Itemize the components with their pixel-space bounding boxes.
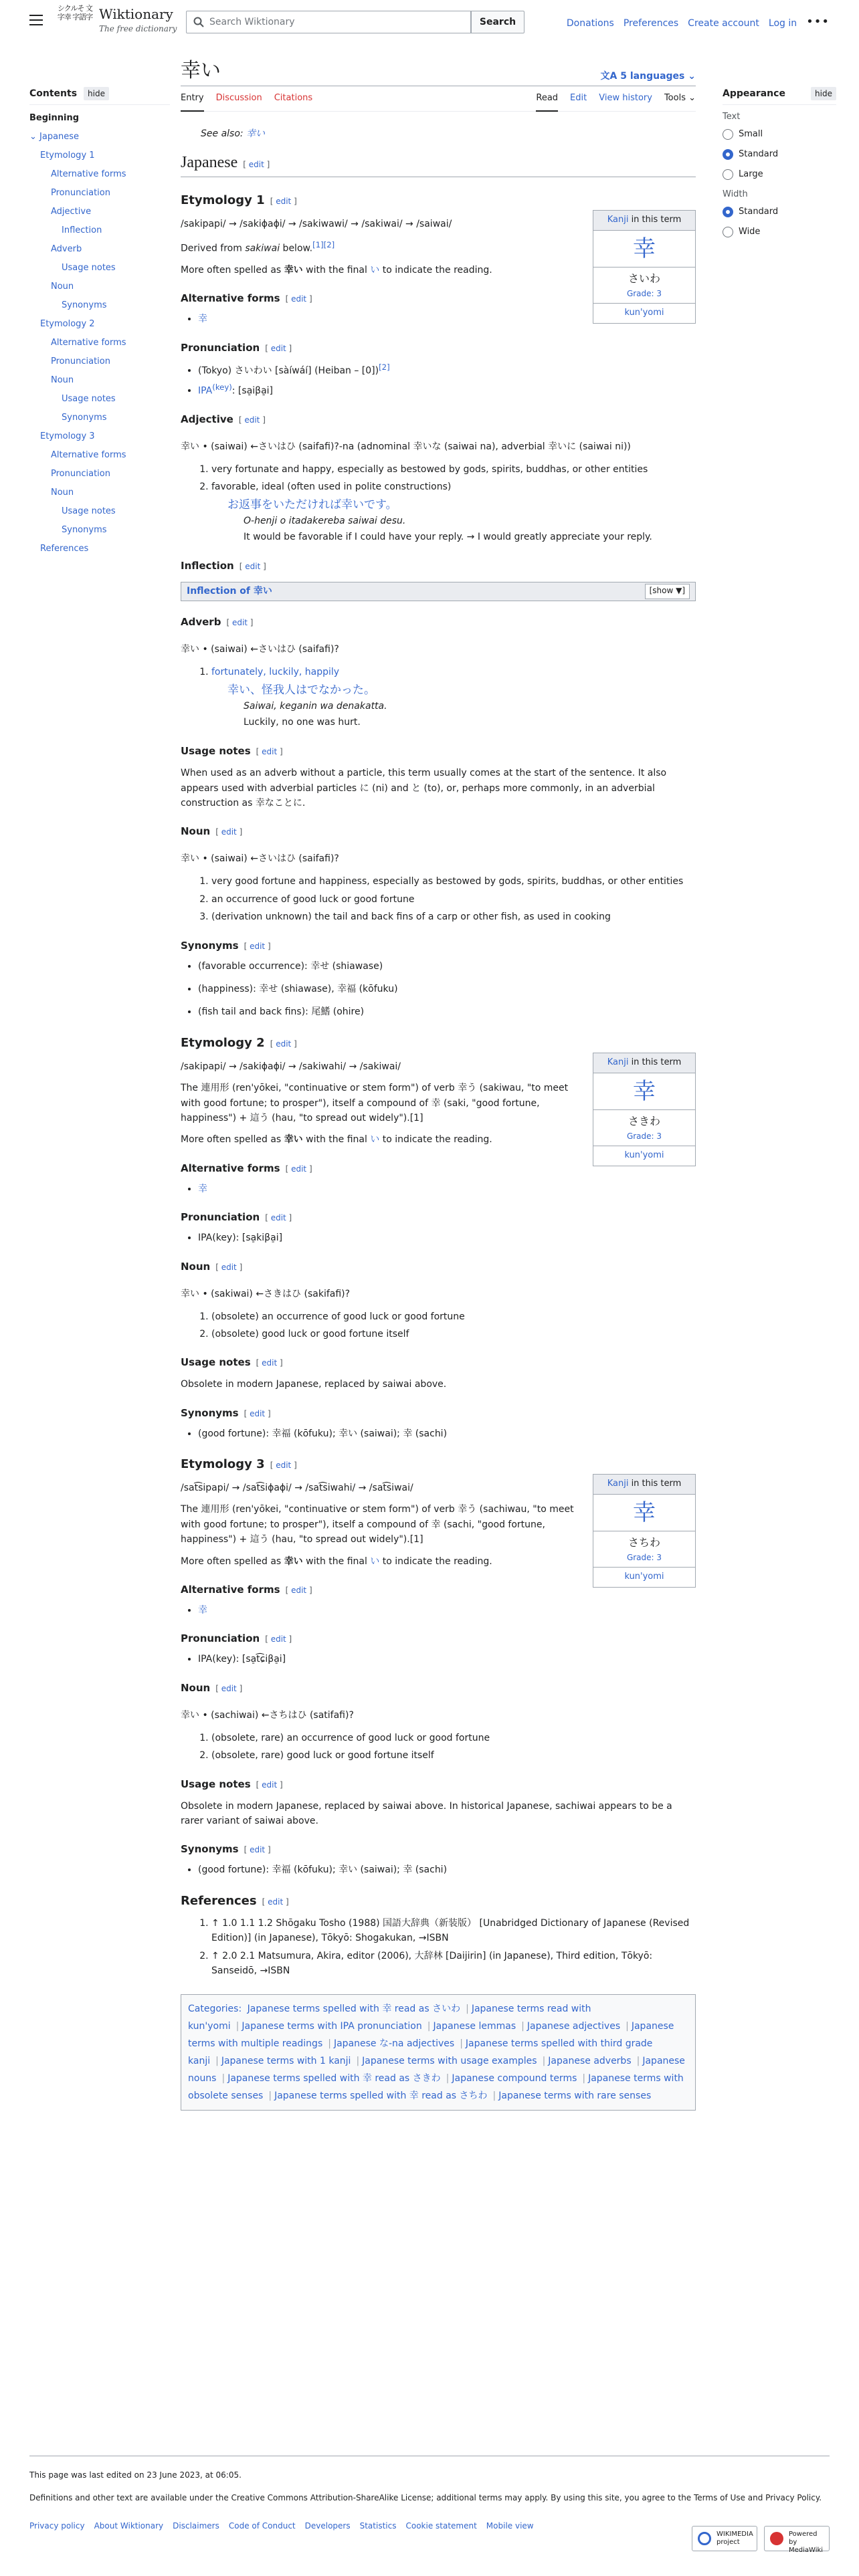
tagline: The free dictionary	[99, 24, 177, 33]
list-item: • $IPA^{(key)}$: [sa̠iβa̠i]	[198, 381, 696, 399]
preferences-link[interactable]: Preferences	[623, 18, 679, 29]
language-icon: 文A	[600, 71, 621, 82]
definition: 1. very fortunate and happy, especially as bestowed by gods, spirits, buddhas, or other entities	[211, 462, 696, 477]
kanji-grade[interactable]: Grade: 3	[593, 1130, 695, 1146]
etymology-chain: /sakipapi/ → /sakiɸaɸi/ → /sakiwawi/ → /sakiwai/ → /saiwai/	[181, 219, 452, 230]
inflection-heading: Inflection[ edit ]	[181, 558, 696, 574]
more-options-icon[interactable]: •••	[806, 15, 830, 29]
toc-item[interactable]: Noun	[51, 375, 74, 385]
list-item: • IPA(key): [sa̠kiβa̠i]	[198, 1230, 696, 1245]
toc-item[interactable]: Adverb	[51, 244, 82, 254]
toc-item[interactable]: Pronunciation	[51, 469, 110, 479]
list-item: • (Tokyo) さいわい [sàíwáí] (Heiban – [0])[2]	[198, 361, 696, 379]
footer-link[interactable]: About Wiktionary	[94, 2521, 164, 2531]
toc-item[interactable]: Alternative forms	[51, 338, 126, 348]
synonyms-heading: Synonyms[ edit ]	[181, 938, 696, 954]
toc-item[interactable]: Pronunciation	[51, 356, 110, 366]
category-link[interactable]: Japanese terms with usage examples	[362, 2056, 537, 2067]
kanji-box: Kanji in this term 幸 さきわ Grade: 3 kun'yomi	[593, 1053, 696, 1166]
kanji-char[interactable]: 幸	[593, 231, 695, 267]
category-link[interactable]: Japanese terms with obsolete senses	[188, 2073, 684, 2102]
category-link[interactable]: Japanese terms read with kun'yomi	[188, 2004, 591, 2032]
kanji-link[interactable]: Kanji	[607, 1479, 629, 1489]
pronunciation-heading: Pronunciation[ edit ]	[181, 340, 696, 356]
usage-notes-heading: Usage notes[ edit ]	[181, 1355, 696, 1370]
edit-link[interactable]: [ edit ]	[262, 1897, 289, 1907]
etymology-chain: /sakipapi/ → /sakiɸaɸi/ → /sakiwahi/ → /sakiwai/	[181, 1061, 401, 1072]
alt-forms-heading: Alternative forms[ edit ]	[181, 1161, 696, 1176]
search-icon	[193, 17, 204, 27]
wiktionary-logo[interactable]: シクルそ 文字幸 字語字	[57, 4, 93, 21]
toc-item[interactable]: Etymology 2	[40, 319, 95, 329]
width-label: Width	[723, 189, 748, 199]
footer-link[interactable]: Privacy policy	[29, 2521, 85, 2531]
text-size-label: Text	[723, 112, 741, 122]
definition: 1. very good fortune and happiness, especially as bestowed by gods, spirits, buddhas, or other entities	[211, 874, 696, 889]
toc-item[interactable]: Synonyms	[62, 300, 107, 310]
kanji-box: Kanji in this term 幸 さいわ Grade: 3 kun'yomi	[593, 210, 696, 324]
edit-link[interactable]: [ edit ]	[265, 344, 292, 353]
create-account-link[interactable]: Create account	[688, 18, 759, 29]
toc-item[interactable]: Noun	[51, 282, 74, 292]
reference: 2. ↑ 2.0 2.1 Matsumura, Akira, editor (2006), 大辞林 [Daijirin] (in Japanese), Third edition, Tōkyō: Sanseidō, →ISBN	[211, 1949, 696, 1979]
edit-link[interactable]: [ edit ]	[240, 562, 266, 571]
search-placeholder: Search Wiktionary	[209, 16, 295, 27]
width-standard-radio[interactable]: Standard	[723, 205, 836, 219]
references-heading: References[ edit ]	[181, 1893, 696, 1911]
edit-link[interactable]: [ edit ]	[256, 1358, 283, 1368]
wordmark[interactable]: Wiktionary	[99, 6, 173, 22]
alt-forms-heading: Alternative forms[ edit ]	[181, 1582, 696, 1598]
adverb-heading: Adverb[ edit ]	[181, 615, 696, 630]
kanji-grade[interactable]: Grade: 3	[593, 288, 695, 304]
edit-link[interactable]: [ edit ]	[244, 942, 271, 951]
chevron-down-icon: ⌄	[29, 132, 40, 142]
toc-item[interactable]: Etymology 3	[40, 431, 95, 441]
etymology-text: Derived from sakiwai below.[1][2]	[181, 239, 335, 254]
tab-read[interactable]: Read	[536, 92, 558, 112]
list-item: • (good fortune): 幸福 (kōfuku); 幸い (saiwai); 幸 (sachi)	[198, 1862, 696, 1877]
tab-entry[interactable]: Entry	[181, 92, 204, 112]
category-link[interactable]: Japanese nouns	[188, 2056, 685, 2084]
categories-box: Categories: Japanese terms spelled with 幸 read as さいわ | Japanese terms read with kun'yomi | Japanese terms with IPA pronunciation | Japanese lemmas | Japanese adjectives | Japanese terms with multiple readings | Japanese な-na adjectives | Japanese terms spelled with third grade kanji | Japanese terms with 1 kanji | Japanese terms with usage examples | Japanese adverbs | Japanese nouns | Japanese terms spelled with 幸 read as さきわ | Japanese compound terms | Japanese terms with obsolete senses | Japanese terms spelled with 幸 read as さちわ | Japanese terms with rare senses	[181, 1994, 696, 2111]
kanji-char[interactable]: 幸	[593, 1073, 695, 1110]
pronunciation-heading: Pronunciation[ edit ]	[181, 1210, 696, 1225]
search-button[interactable]: Search	[471, 11, 524, 33]
edit-link[interactable]: [ edit ]	[215, 1263, 242, 1272]
edit-link[interactable]: [ edit ]	[270, 1039, 297, 1049]
etymology-text: The 連用形 (ren'yōkei, "continuative or stem form") of verb 幸う (sakiwau, "to meet with good fortune; to prosper"), itself a compound of 幸 (saki, "good fortune, happiness") + 這う (hau, "to spread out widely").[1]	[181, 1083, 569, 1123]
tab-view-history[interactable]: View history	[599, 93, 652, 103]
category-link[interactable]: Japanese terms spelled with third grade kanji	[188, 2038, 653, 2067]
kanji-link[interactable]: Kanji	[607, 215, 629, 225]
edit-link[interactable]: [ edit ]	[286, 1164, 312, 1174]
usage-notes-heading: Usage notes[ edit ]	[181, 744, 696, 759]
page-footer	[29, 2456, 830, 2554]
tab-citations[interactable]: Citations	[274, 93, 313, 103]
noun-heading: Noun[ edit ]	[181, 1259, 696, 1275]
usage-notes: Obsolete in modern Japanese, replaced by saiwai above.	[181, 1379, 447, 1390]
headword-line: 幸い • (sakiwai) ←さきはひ (sakifafi)?	[181, 1288, 351, 1299]
kanji-char[interactable]: 幸	[593, 1495, 695, 1531]
kanji-reading: さいわ	[628, 272, 660, 286]
spelling-note: More often spelled as 幸い with the final い to indicate the reading.	[181, 1134, 492, 1146]
category-link[interactable]: Japanese terms spelled with 幸 read as さきわ	[227, 2073, 441, 2084]
last-edited: This page was last edited on 23 June 2023, at 06:05.	[29, 2470, 242, 2480]
list-item: • (happiness): 幸せ (shiawase), 幸福 (kōfuku)	[198, 982, 696, 996]
category-link[interactable]: Japanese adverbs	[548, 2056, 632, 2067]
category-link[interactable]: Japanese な-na adjectives	[333, 2038, 455, 2050]
list-item: • (fish tail and back fins): 尾鰭 (ohire)	[198, 1004, 696, 1019]
noun-heading: Noun[ edit ]	[181, 824, 696, 839]
footer-link[interactable]: Code of Conduct	[228, 2521, 296, 2531]
toc-item[interactable]: Adjective	[51, 207, 92, 217]
toc-item[interactable]: Synonyms	[62, 413, 107, 423]
text-size-large-radio[interactable]: Large	[723, 168, 836, 181]
edit-link[interactable]: [ edit ]	[243, 160, 270, 169]
edit-link[interactable]: [ edit ]	[286, 294, 312, 304]
page-tabs	[181, 92, 696, 112]
toc-item[interactable]: Etymology 1	[40, 150, 95, 160]
main-content	[181, 58, 696, 2111]
list-item[interactable]: • 幸	[198, 1603, 696, 1618]
category-link[interactable]: Japanese terms spelled with 幸 read as さちわ	[274, 2090, 488, 2102]
headword-line: 幸い • (saiwai) ←さいはひ (saifafi)?	[181, 643, 339, 655]
definition: 1. (obsolete, rare) an occurrence of good luck or good fortune	[211, 1731, 696, 1745]
kanji-link[interactable]: Kanji	[607, 1057, 629, 1067]
text-size-standard-radio[interactable]: Standard	[723, 148, 836, 161]
mediawiki-icon	[770, 2532, 783, 2545]
footer-link[interactable]: Disclaimers	[173, 2521, 219, 2531]
user-links	[567, 16, 830, 31]
show-button[interactable]: [show ▼]	[645, 584, 690, 599]
see-also: See also: 幸い	[201, 128, 266, 139]
text-size-small-radio[interactable]: Small	[723, 128, 836, 141]
toc-item[interactable]: Usage notes	[62, 263, 116, 273]
category-link[interactable]: Japanese terms with IPA pronunciation	[242, 2021, 422, 2032]
synonyms-heading: Synonyms[ edit ]	[181, 1406, 696, 1421]
mediawiki-badge[interactable]: Powered by MediaWiki	[764, 2526, 830, 2551]
edit-link[interactable]: [ edit ]	[226, 618, 253, 627]
list-item: • IPA(key): [sa̠t͡ɕiβa̠i]	[198, 1652, 696, 1667]
page-title: 幸い 文A 5 languages ⌄	[181, 58, 696, 86]
category-link[interactable]: Japanese compound terms	[452, 2073, 577, 2084]
definition: 1. (obsolete) an occurrence of good luck or good fortune	[211, 1309, 696, 1324]
category-link[interactable]: Japanese terms with rare senses	[498, 2090, 652, 2102]
toc-item[interactable]: Usage notes	[62, 506, 116, 516]
headword-line: 幸い • (saiwai) ←さいはひ (saifafi)?	[181, 853, 339, 865]
toc-item[interactable]: Noun	[51, 488, 74, 498]
edit-link[interactable]: [ edit ]	[270, 197, 297, 206]
kanji-reading: さきわ	[628, 1114, 660, 1128]
tools-menu[interactable]: Tools ⌄	[664, 93, 696, 103]
toc-item[interactable]: Usage notes	[62, 394, 116, 404]
toc-item[interactable]: Beginning	[29, 113, 80, 123]
synonyms-heading: Synonyms[ edit ]	[181, 1842, 696, 1857]
reference: 1. ↑ 1.0 1.1 1.2 Shōgaku Tosho (1988) 国語大辞典（新装版） [Unabridged Dictionary of Japanese (Revised Edition)] (in Japanese), Tōkyō: Shogakukan, →ISBN	[211, 1916, 696, 1946]
tab-discussion[interactable]: Discussion	[215, 93, 262, 103]
toc-item[interactable]: Alternative forms	[51, 450, 126, 460]
categories-label[interactable]: Categories:	[188, 2004, 242, 2015]
spelling-note: More often spelled as 幸い with the final い to indicate the reading.	[181, 1555, 492, 1567]
usage-example: 幸い、怪我人はでなかった。 Saiwai, keganin wa denakatta. Luckily, no one was hurt.	[227, 683, 387, 728]
toc-item[interactable]: ⌄ Japanese	[29, 132, 80, 142]
headword-line: 幸い • (sachiwai) ←さちはひ (satifafi)?	[181, 1709, 354, 1721]
etymology-chain: /sat͡sipapi/ → /sat͡siɸaɸi/ → /sat͡siwahi/ → /sat͡siwai/	[181, 1483, 413, 1494]
pronunciation-heading: Pronunciation[ edit ]	[181, 1631, 696, 1646]
log-in-link[interactable]: Log in	[768, 18, 797, 29]
usage-example: お返事をいただければ幸いです。 O-henji o itadakereba saiwai desu. It would be favorable if I could have your reply. → I would greatly appreciate your reply.	[227, 498, 652, 543]
etymology-1-heading: Etymology 1[ edit ]	[181, 192, 696, 210]
edit-link[interactable]: [ edit ]	[265, 1213, 292, 1222]
language-button[interactable]: 文A 5 languages ⌄	[600, 71, 696, 82]
noun-heading: Noun[ edit ]	[181, 1681, 696, 1696]
appearance-title: Appearance	[723, 88, 785, 99]
definition: 3. (derivation unknown) the tail and back fins of a carp or other fish, as used in cooking	[211, 909, 696, 924]
kanji-box: Kanji in this term 幸 さちわ Grade: 3 kun'yomi	[593, 1474, 696, 1588]
edit-link[interactable]: [ edit ]	[256, 1780, 283, 1790]
definition: 1. fortunately, luckily, happily 幸い、怪我人はでなかった。 Saiwai, keganin wa denakatta. Luckily, no one was hurt.	[211, 665, 696, 730]
kanji-kunyomi[interactable]: kun'yomi	[624, 1150, 664, 1160]
wikimedia-icon	[698, 2532, 711, 2545]
edit-link[interactable]: [ edit ]	[239, 415, 266, 425]
wikimedia-badge[interactable]: WIKIMEDIA project	[692, 2526, 757, 2551]
width-wide-radio[interactable]: Wide	[723, 225, 836, 239]
edit-link[interactable]: [ edit ]	[215, 1684, 242, 1693]
definition: 2. favorable, ideal (often used in polite constructions) お返事をいただければ幸いです。 O-henji o itadakereba saiwai desu. It would be favorable if I could have your reply. → I would greatly appreciate your reply.	[211, 479, 696, 545]
edit-link[interactable]: [ edit ]	[244, 1409, 271, 1418]
kanji-kunyomi[interactable]: kun'yomi	[624, 1572, 664, 1582]
usage-notes: When used as an adverb without a particle, this term usually comes at the start of the sentence. It also appears used with adverbial particles に (ni) and と (to), or, perhaps more commonly, in an adverbial construction as 幸なことに.	[181, 768, 667, 809]
list-item[interactable]: • 幸	[198, 1182, 696, 1196]
footer-link[interactable]: Statistics	[359, 2521, 397, 2531]
footer-link[interactable]: Developers	[304, 2521, 351, 2531]
see-also-link[interactable]: 幸い	[246, 128, 266, 139]
definition: 2. an occurrence of good luck or good fortune	[211, 892, 696, 907]
kanji-grade[interactable]: Grade: 3	[593, 1551, 695, 1568]
appearance-panel	[723, 87, 836, 245]
category-link[interactable]: Japanese terms with 1 kanji	[221, 2056, 351, 2067]
category-link[interactable]: Japanese lemmas	[433, 2021, 516, 2032]
headword-line: 幸い • (saiwai) ←さいはひ (saifafi)?-na (adnominal 幸いな (saiwai na), adverbial 幸いに (saiwai ni))	[181, 441, 631, 452]
definition: 2. (obsolete, rare) good luck or good fortune itself	[211, 1748, 696, 1763]
kanji-kunyomi[interactable]: kun'yomi	[624, 308, 664, 318]
edit-link[interactable]: [ edit ]	[256, 747, 283, 756]
search-input[interactable]	[186, 11, 471, 33]
toc-item[interactable]: Alternative forms	[51, 169, 126, 179]
license-text: Definitions and other text are available under the Creative Commons Attribution-ShareAlike License; additional terms may apply. By using this site, you agree to the Terms of Use and Privacy Policy.	[29, 2493, 822, 2502]
tab-edit[interactable]: Edit	[570, 93, 587, 103]
toc-item[interactable]: References	[40, 544, 89, 554]
edit-link[interactable]: [ edit ]	[215, 827, 242, 837]
alt-forms-heading: Alternative forms[ edit ]	[181, 291, 696, 306]
definition: 2. (obsolete) good luck or good fortune itself	[211, 1327, 696, 1341]
edit-link[interactable]: [ edit ]	[270, 1461, 297, 1470]
toc-title: Contents	[29, 88, 78, 99]
etymology-2-heading: Etymology 2[ edit ]	[181, 1035, 696, 1053]
donations-link[interactable]: Donations	[566, 18, 614, 29]
edit-link[interactable]: [ edit ]	[286, 1586, 312, 1595]
footer-link[interactable]: Mobile view	[486, 2521, 534, 2531]
edit-link[interactable]: [ edit ]	[244, 1845, 271, 1854]
list-item: • (favorable occurrence): 幸せ (shiawase)	[198, 959, 696, 974]
category-link[interactable]: Japanese adjectives	[527, 2021, 621, 2032]
category-link[interactable]: Japanese terms with multiple readings	[188, 2021, 674, 2050]
edit-link[interactable]: [ edit ]	[265, 1634, 292, 1644]
footer-link[interactable]: Cookie statement	[405, 2521, 477, 2531]
toc-item[interactable]: Inflection	[62, 225, 102, 235]
usage-notes: Obsolete in modern Japanese, replaced by saiwai above. In historical Japanese, sachiwai appears to be a rarer variant of saiwai above.	[181, 1800, 672, 1826]
toc-item[interactable]: Synonyms	[62, 525, 107, 535]
table-of-contents	[29, 87, 170, 561]
appearance-hide-button[interactable]: hide	[811, 87, 836, 100]
toc-hide-button[interactable]: hide	[84, 87, 109, 100]
menu-icon[interactable]	[29, 15, 43, 25]
kanji-reading: さちわ	[628, 1535, 660, 1549]
language-heading: Japanese[ edit ]	[181, 150, 696, 177]
category-link[interactable]: Japanese terms spelled with 幸 read as さいわ	[247, 2004, 461, 2015]
adjective-heading: Adjective[ edit ]	[181, 412, 696, 427]
inflection-table-toggle[interactable]: Inflection of 幸い [show ▼]	[181, 582, 696, 601]
usage-notes-heading: Usage notes[ edit ]	[181, 1777, 696, 1792]
toc-item[interactable]: Pronunciation	[51, 188, 110, 198]
etymology-text: The 連用形 (ren'yōkei, "continuative or stem form") of verb 幸う (sachiwau, "to meet with good fortune; to prosper"), itself a compound of 幸 (sachi, "good fortune, happiness") + 這う (hau, "to spread out widely").[1]	[181, 1504, 574, 1545]
list-item[interactable]: • 幸	[198, 312, 696, 326]
site-header	[0, 0, 859, 44]
etymology-3-heading: Etymology 3[ edit ]	[181, 1456, 696, 1474]
list-item: • (good fortune): 幸福 (kōfuku); 幸い (saiwai); 幸 (sachi)	[198, 1426, 696, 1441]
spelling-note: More often spelled as 幸い with the final い to indicate the reading.	[181, 264, 492, 276]
